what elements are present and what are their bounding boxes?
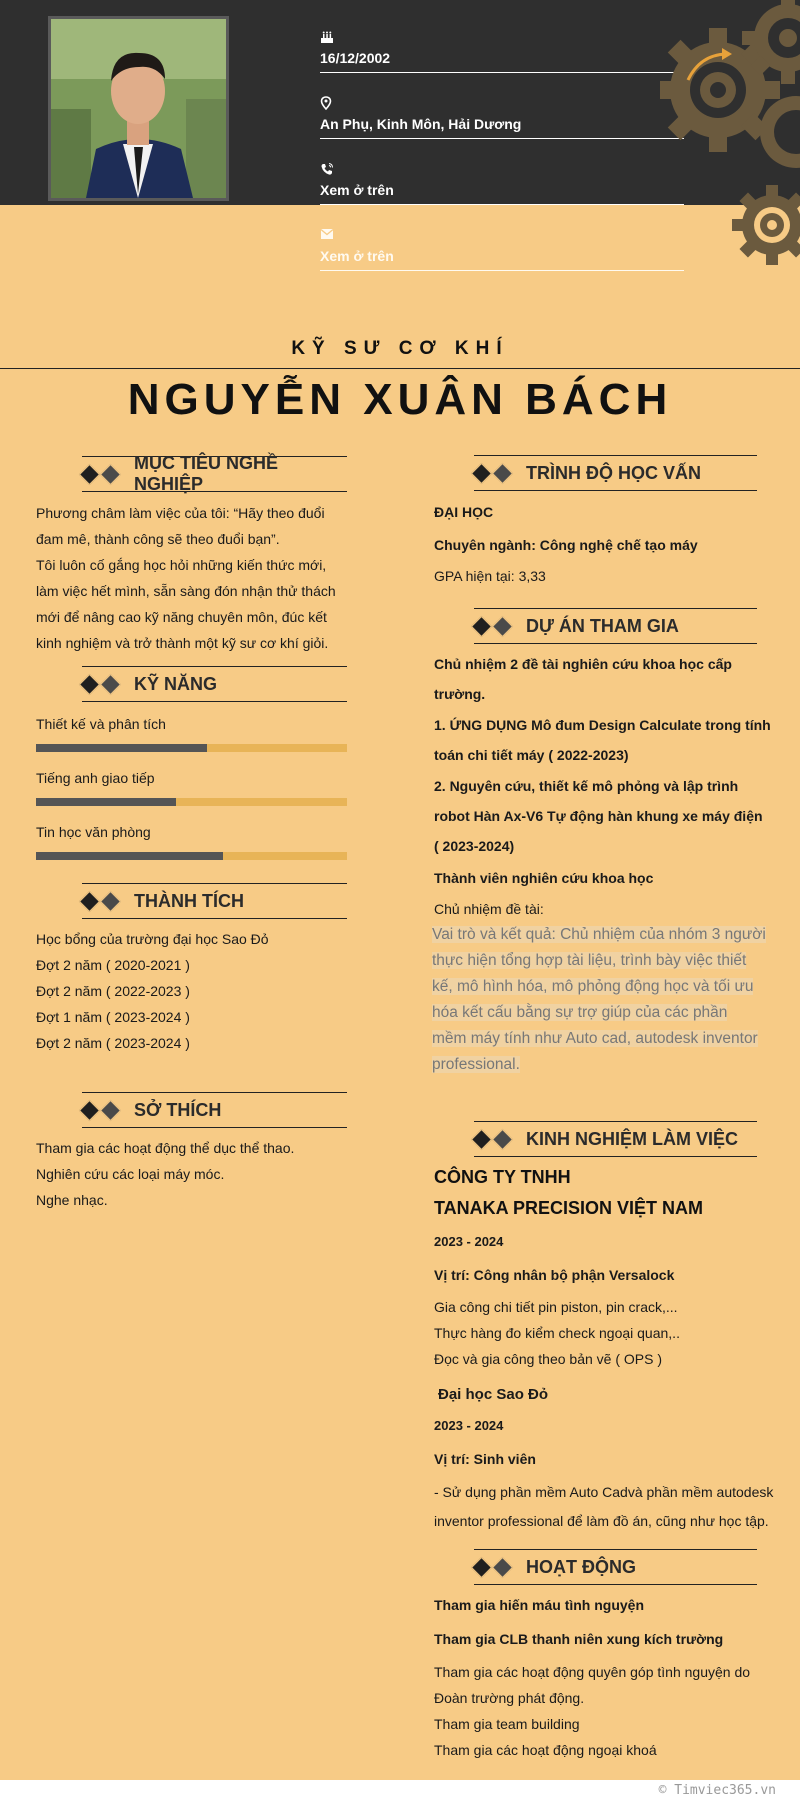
contact-birthday: [320, 30, 684, 73]
hobbies-heading: [82, 1092, 347, 1128]
position: Vị trí: Công nhân bộ phận Versalock: [434, 1267, 675, 1283]
text-line: thực hiện tổng hợp tài liệu, trình bày việc thiết: [432, 952, 747, 969]
footer-watermark: © Timviec365.vn: [658, 1783, 776, 1798]
list-item: Nghiên cứu các loại máy móc.: [36, 1166, 225, 1182]
skills-heading: [82, 666, 347, 702]
period: 2023 - 2024: [434, 1234, 504, 1249]
list-item: Tham gia team building: [434, 1716, 580, 1732]
text-line: Phương châm làm việc của tôi: “Hãy theo đuổi: [36, 505, 325, 521]
map-pin-icon: [320, 96, 684, 112]
list-item: Đợt 2 năm ( 2020-2021 ): [36, 957, 190, 973]
activities-heading: [474, 1549, 757, 1585]
text-line: toán chi tiết máy ( 2022-2023): [434, 747, 629, 764]
text-line: kinh nghiệm và trở thành một kỹ sư cơ khí giỏi.: [36, 635, 329, 651]
list-item: Học bổng của trường đại học Sao Đỏ: [36, 931, 269, 947]
text-line: 1. ỨNG DỤNG Mô đum Design Calculate trong tính: [434, 716, 771, 733]
job-title: KỸ SƯ CƠ KHÍ: [291, 338, 509, 359]
contact-email: [320, 228, 684, 271]
skill-label: Tin học văn phòng: [36, 824, 151, 840]
diamond-icon: [474, 619, 516, 634]
diamond-icon: [474, 1132, 516, 1147]
gears-decoration: [660, 0, 800, 290]
candidate-name: NGUYỄN XUÂN BÁCH: [127, 375, 673, 424]
text-line: đam mê, thành công sẽ theo đuổi bạn”.: [36, 531, 280, 547]
education-major: Chuyên ngành: Công nghệ chế tạo máy: [434, 537, 698, 553]
diamond-icon: [82, 1103, 124, 1118]
divider: [320, 72, 684, 73]
section-title: SỞ THÍCH: [134, 1099, 222, 1120]
text-line: trường.: [434, 686, 486, 703]
activity-item: Tham gia CLB thanh niên xung kích trường: [434, 1631, 724, 1647]
projects-list: [434, 649, 784, 862]
text-line: Chủ nhiệm 2 đề tài nghiên cứu khoa học cấp: [434, 656, 732, 672]
duties-list: [434, 1294, 680, 1372]
activity-item: Tham gia hiến máu tình nguyện: [434, 1597, 645, 1613]
list-item: - Sử dụng phần mềm Auto Cadvà phần mềm autodesk: [434, 1484, 774, 1500]
list-item: Tham gia các hoạt động thể dục thể thao.: [36, 1140, 295, 1156]
skill-bar-fill: [36, 852, 223, 860]
section-title: KINH NGHIỆM LÀM VIỆC: [526, 1128, 739, 1149]
contact-phone: [320, 162, 684, 205]
skill-bar: [36, 744, 347, 752]
skill-label: Thiết kế và phân tích: [36, 716, 166, 732]
text-line: Tôi luôn cố gắng học hỏi những kiến thức mới,: [36, 557, 327, 573]
organization: Đại học Sao Đỏ: [438, 1386, 549, 1403]
achievements-heading: [82, 883, 347, 919]
achievements-list: [36, 926, 356, 1056]
list-item: Thực hàng đo kiểm check ngoại quan,..: [434, 1325, 680, 1341]
cake-icon: [320, 30, 684, 46]
education-gpa: GPA hiện tại: 3,33: [434, 568, 546, 584]
text-line: hóa kết cấu bằng sự trợ giúp của các phần: [432, 1004, 728, 1021]
list-item: inventor professional để làm đồ án, cũng như học tập.: [434, 1513, 769, 1529]
skill-label: Tiếng anh giao tiếp: [36, 770, 155, 786]
divider: [320, 138, 684, 139]
skill-bar-fill: [36, 798, 176, 806]
hobbies-list: [36, 1135, 356, 1213]
email-value[interactable]: Xem ở trên: [320, 248, 394, 264]
address-value: An Phụ, Kinh Môn, Hải Dương: [320, 116, 522, 132]
duties-list: [434, 1478, 773, 1536]
phone-icon: [320, 162, 684, 178]
section-title: MỤC TIÊU NGHỀ NGHIỆP: [134, 453, 278, 494]
list-item: Đọc và gia công theo bản vẽ ( OPS ): [434, 1351, 663, 1367]
text-line: ( 2023-2024): [434, 838, 515, 855]
skill-bar: [36, 798, 347, 806]
list-item: Gia công chi tiết pin piston, pin crack,...: [434, 1299, 678, 1315]
list-item: Nghe nhạc.: [36, 1192, 108, 1208]
list-item: Đoàn trường phát động.: [434, 1690, 585, 1706]
list-item: Đợt 2 năm ( 2022-2023 ): [36, 983, 190, 999]
diamond-icon: [474, 1560, 516, 1575]
education-heading: [474, 455, 757, 491]
text-line: 2. Nguyên cứu, thiết kế mô phỏng và lập trình: [434, 777, 739, 794]
text-line: mới để nâng cao kỹ năng chuyên môn, đúc kết: [36, 609, 327, 625]
birthday-value: 16/12/2002: [320, 50, 391, 66]
envelope-icon: [320, 228, 684, 244]
role-description: [432, 922, 778, 1078]
diamond-icon: [474, 466, 516, 481]
section-title: THÀNH TÍCH: [134, 890, 244, 911]
text-line: kế, mô hình hóa, mô phỏng động học và tối ưu: [432, 978, 754, 995]
list-item: Đợt 1 năm ( 2023-2024 ): [36, 1009, 190, 1025]
phone-value[interactable]: Xem ở trên: [320, 182, 394, 198]
company-line: CÔNG TY TNHH: [434, 1167, 571, 1187]
text-line: mềm máy tính như Auto cad, autodesk inventor: [432, 1030, 758, 1047]
contact-address: [320, 96, 684, 139]
objective-heading: [82, 453, 347, 494]
objective-text: [36, 500, 356, 656]
role-label: Chủ nhiệm đề tài:: [434, 901, 544, 917]
member-title: Thành viên nghiên cứu khoa học: [434, 870, 654, 886]
list-item: Tham gia các hoạt động ngoại khoá: [434, 1742, 657, 1758]
position: Vị trí: Sinh viên: [434, 1451, 536, 1467]
section-title: TRÌNH ĐỘ HỌC VẤN: [526, 462, 701, 483]
text-line: robot Hàn Ax-V6 Tự động hàn khung xe máy điện: [434, 808, 763, 825]
company-name: [434, 1162, 703, 1224]
divider: [320, 270, 684, 271]
diamond-icon: [82, 467, 124, 482]
section-title: HOẠT ĐỘNG: [526, 1556, 636, 1577]
experience-heading: [474, 1121, 757, 1157]
section-title: KỸ NĂNG: [134, 673, 218, 694]
diamond-icon: [82, 894, 124, 909]
divider: [0, 368, 800, 369]
text-line: Vai trò và kết quả: Chủ nhiệm của nhóm 3 người: [432, 926, 766, 943]
list-item: Tham gia các hoạt động quyên góp tình nguyện do: [434, 1664, 751, 1680]
skill-bar-fill: [36, 744, 207, 752]
text-line: professional.: [432, 1056, 520, 1073]
list-item: Đợt 2 năm ( 2023-2024 ): [36, 1035, 190, 1051]
diamond-icon: [82, 677, 124, 692]
section-title: DỰ ÁN THAM GIA: [526, 615, 679, 636]
avatar: [48, 16, 229, 201]
divider: [320, 204, 684, 205]
skill-bar: [36, 852, 347, 860]
projects-heading: [474, 608, 757, 644]
avatar-photo: [51, 19, 226, 198]
education-level: ĐẠI HỌC: [434, 504, 494, 520]
activities-list: [434, 1659, 750, 1763]
text-line: làm việc hết mình, sẵn sàng đón nhận thử thách: [36, 583, 336, 599]
company-line: TANAKA PRECISION VIỆT NAM: [434, 1198, 704, 1218]
period: 2023 - 2024: [434, 1418, 504, 1433]
